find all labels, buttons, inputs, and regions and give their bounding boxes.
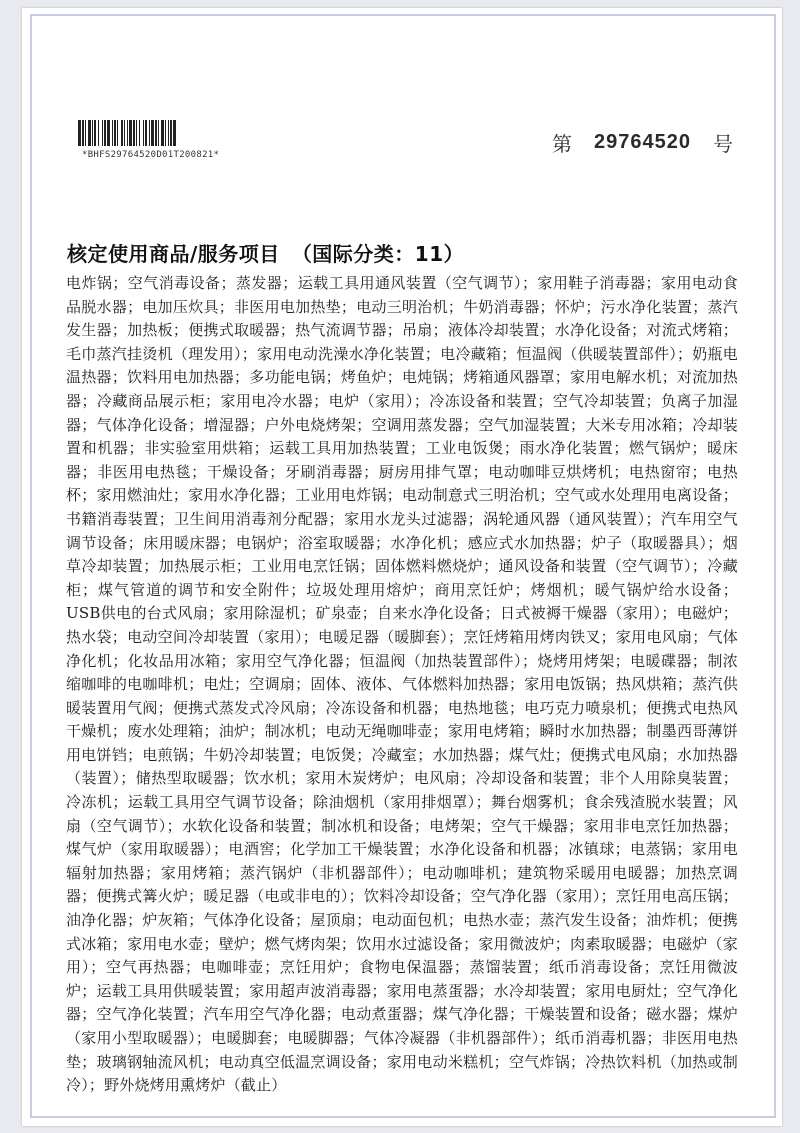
- barcode-bar: [155, 120, 157, 146]
- registration-number: [552, 128, 733, 157]
- barcode-bar: [78, 120, 81, 146]
- heading-title: 核定使用商品/服务项目: [67, 242, 280, 266]
- barcode-bar: [114, 120, 116, 146]
- barcode-bar: [127, 120, 128, 146]
- barcode-bar: [104, 120, 106, 146]
- goods-services-list: 电炸锅；空气消毒设备；蒸发器；运载工具用通风装置（空气调节）；家用鞋子消毒器；家用电动食品脱水器；电加压炊具；非医用电加热垫；电动三明治机；牛奶消毒器；怀炉；污水净化装置；蒸汽发生器；加热板；便携式取暖器；热气流调节器；吊扇；液体冷却装置；水净化设备；对流式烤箱；毛巾蒸汽挂烫机（理发用）；家用电动洗澡水净化装置；电冷藏箱；恒温阀（供暖装置部件）；奶瓶电温热器；饮料用电加热器；多功能电锅；烤鱼炉；电炖锅；烤箱通风器罩；家用电解水机；对流加热器；冷藏商品展示柜；家用电冷水器；电炉（家用）；冷冻设备和装置；空气冷却装置；负离子加湿器；气体净化设备；增湿器；户外电烧烤架；空调用蒸发器；空气加湿装置；大米专用冰箱；冷却装置和机器；非实验室用烘箱；运载工具用加热装置；工业电饭煲；雨水净化装置；燃气锅炉；暖床器；非医用电热毯；干燥设备；牙刷消毒器；厨房用排气罩；电动咖啡豆烘烤机；电热窗帘；电热杯；家用燃油灶；家用水净化器；工业用电炸锅；电动制意式三明治机；空气或水处理用电离设备；书籍消毒装置；卫生间用消毒剂分配器；家用水龙头过滤器；涡轮通风器（通风装置）；汽车用空气调节设备；床用暖床器；电锅炉；浴室取暖器；水净化机；感应式水加热器；炉子（取暖器具）；烟草冷却装置；加热展示柜；工业用电烹饪锅；固体燃料燃烧炉；通风设备和装置（空气调节）；冷藏柜；煤气管道的调节和安全附件；垃圾处理用熔炉；商用烹饪炉；烤烟机；暖气锅炉给水设备；USB供电的台式风扇；家用除湿机；矿泉壶；自来水净化设备；日式被褥干燥器（家用）；电磁炉；热水袋；电动空间冷却装置（家用）；电暖足器（暖脚套）；烹饪烤箱用烤肉铁叉；家用电风扇；气体净化机；化妆品用冰箱；家用空气净化器；恒温阀（加热装置部件）；烧烤用烤架；电暖碟器；制浓缩咖啡的电咖啡机；电灶；空调扇；固体、液体、气体燃料加热器；家用电饭锅；热风烘箱；蒸汽供暖装置用气阀；便携式蒸发式冷风扇；冷冻设备和机器；电热地毯；电巧克力喷泉机；便携式电热风干燥机；废水处理箱；油炉；制冰机；电动无绳咖啡壶；家用电烤箱；瞬时水加热器；制墨西哥薄饼用电饼铛；电煎锅；牛奶冷却装置；电饭煲；冷藏室；水加热器；煤气灶；便携式电风扇；水加热器（装置）；储热型取暖器；饮水机；家用木炭烤炉；电风扇；冷却设备和装置；非个人用除臭装置；冷冻机；运载工具用空气调节设备；除油烟机（家用排烟罩）；舞台烟雾机；食余残渣脱水装置；风扇（空气调节）；水软化设备和装置；制冰机和设备；电烤架；空气干燥器；家用非电烹饪加热器；煤气炉（家用取暖器）；电酒窖；化学加工干燥装置；水净化设备和机器；冰镇球；电蒸锅；家用电辐射加热器；家用烤箱；蒸汽锅炉（非机器部件）；电动咖啡机；建筑物采暖用电暖器；加热烹调器；便携式篝火炉；暖足器（电或非电的）；饮料冷却设备；空气净化器（家用）；烹饪用电高压锅；油净化器；炉灰箱；气体净化设备；屋顶扇；电动面包机；电热水壶；蒸汽发生设备；油炸机；便携式冰箱；家用电水壶；壁炉；燃气烤肉架；饮用水过滤设备；家用微波炉；肉素取暖器；电磁炉（家用）；空气再热器；电咖啡壶；烹饪用炉；食物电保温器；蒸馏装置；纸币消毒设备；烹饪用微波炉；运载工具用供暖装置；家用超声波消毒器；家用电蒸蛋器；水冷却装置；家用电厨灶；空气净化器；空气净化装置；汽车用空气净化器；电动煮蛋器；煤气净化器；干燥装置和设备；磁水器；煤炉（家用小型取暖器）；电暖脚套；电暖脚器；气体冷凝器（非机器部件）；纸币消毒机器；非医用电热垫；玻璃钢轴流风机；电动真空低温烹调设备；家用电动米糕机；空气炸锅；冷热饮料机（加热或制冷）；野外烧烤用熏烤炉（截止）: [66, 274, 738, 1095]
- barcode-bar: [117, 120, 118, 146]
- barcode-text: *BHFS29764520D01T200821*: [82, 150, 220, 160]
- barcode-bar: [124, 120, 125, 146]
- barcode-bar: [143, 120, 144, 146]
- page-title: [67, 238, 464, 267]
- barcode-bar: [133, 120, 135, 146]
- barcode-bar: [170, 120, 172, 146]
- registration-suffix: 号: [712, 132, 733, 156]
- barcode-bar: [139, 120, 140, 146]
- barcode-bar: [136, 120, 137, 146]
- barcode-bar: [168, 120, 169, 146]
- barcode-bar: [129, 120, 132, 146]
- barcode-bar: [121, 120, 123, 146]
- barcode-bar: [112, 120, 113, 146]
- barcode-bar: [149, 120, 150, 146]
- barcode-bar: [88, 120, 91, 146]
- barcode-bar: [102, 120, 103, 146]
- certificate-page: [22, 8, 782, 1126]
- barcode-bar: [165, 120, 166, 146]
- registration-prefix: 第: [552, 132, 572, 156]
- barcode-bar: [151, 120, 154, 146]
- barcode-bar: [85, 120, 86, 146]
- heading-class: （国际分类：11）: [291, 242, 465, 266]
- barcode-bar: [82, 120, 84, 146]
- barcode-bar: [98, 120, 99, 146]
- barcode-bar: [173, 120, 176, 146]
- barcode-bar: [94, 120, 96, 146]
- barcode-bar: [145, 120, 147, 146]
- barcode-bar: [107, 120, 110, 146]
- barcode: [78, 120, 268, 146]
- barcode-bar: [161, 120, 164, 146]
- registration-number-value: 29764520: [594, 131, 691, 153]
- barcode-bar: [158, 120, 159, 146]
- barcode-bar: [92, 120, 93, 146]
